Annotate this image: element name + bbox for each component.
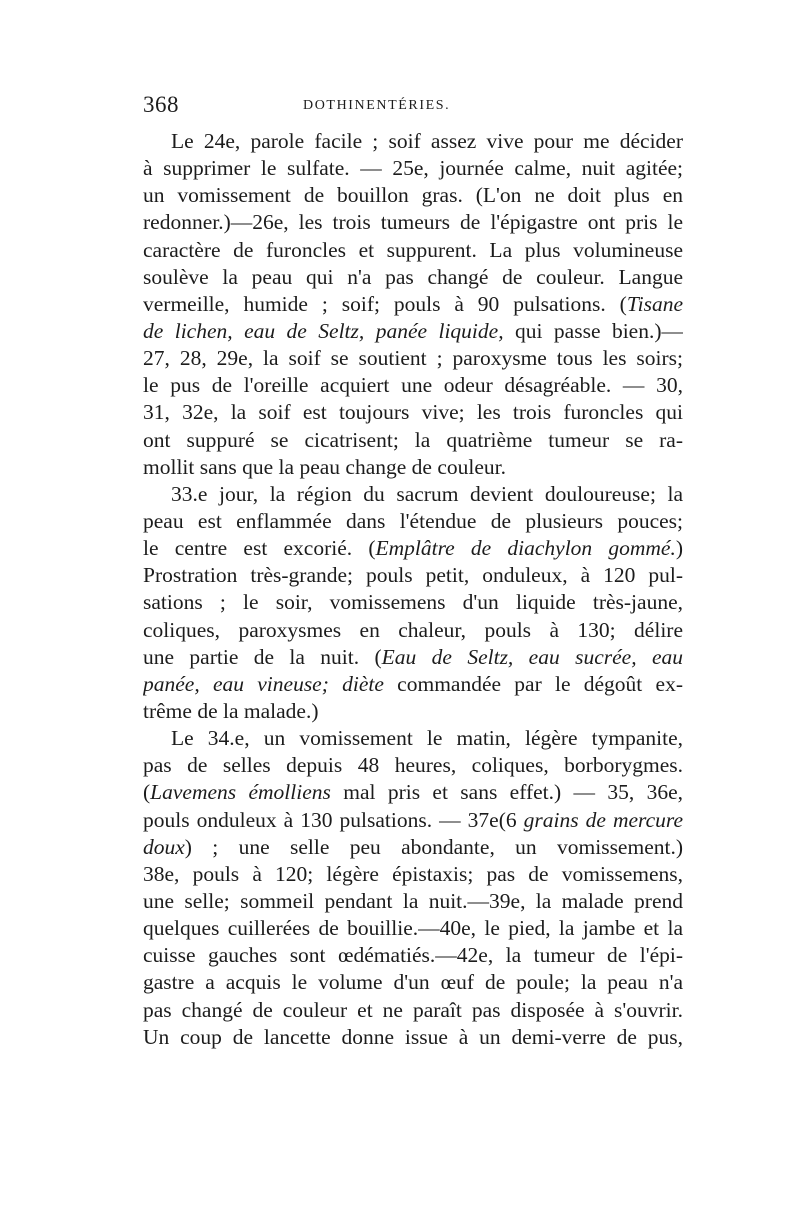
text-run: coliques, paroxysmes en chaleur, pouls à 130; délire — [143, 617, 683, 642]
text-line — [143, 372, 683, 399]
body-text — [143, 128, 683, 1051]
text-run: redonner.)—26e, les trois tumeurs de l'épigastre ont pris le — [143, 210, 683, 235]
text-line — [143, 589, 683, 616]
text-run: à supprimer le sulfate. — 25e, journée calme, nuit agitée; — [143, 156, 683, 181]
text-line — [143, 508, 683, 535]
text-line — [143, 915, 683, 942]
text-run: trême de la malade.) — [143, 698, 319, 723]
text-run: ) — [675, 536, 683, 561]
italic-text: grains de mercure — [523, 807, 683, 832]
text-run: pas de selles depuis 48 heures, coliques, borborygmes. — [143, 753, 683, 778]
text-line — [143, 237, 683, 264]
text-run: 38e, pouls à 120; légère épistaxis; pas de vomissemens, — [143, 861, 683, 886]
italic-text: Lavemens émolliens — [150, 780, 331, 805]
text-line — [143, 698, 683, 725]
text-run: mal pris et sans effet.) — 35, 36e, — [330, 780, 683, 805]
text-run: une selle; sommeil pendant la nuit.—39e, la malade prend — [143, 888, 683, 913]
text-line — [143, 562, 683, 589]
text-run: soulève la peau qui n'a pas changé de couleur. Langue — [143, 264, 683, 289]
text-run: ) ; une selle peu abondante, un vomissement.) — [184, 834, 683, 859]
text-run: mollit sans que la peau change de couleur. — [143, 454, 506, 479]
italic-text: Eau de Seltz, eau sucrée, eau — [381, 644, 683, 669]
text-run: Un coup de lancette donne issue à un demi-verre de pus, — [143, 1024, 683, 1049]
text-line — [143, 644, 683, 671]
text-line — [143, 671, 683, 698]
text-line — [143, 997, 683, 1024]
text-run: Le 34.e, un vomissement le matin, légère tympanite, — [171, 726, 683, 751]
text-run: 31, 32e, la soif est toujours vive; les trois furoncles qui — [143, 400, 683, 425]
text-run: vermeille, humide ; soif; pouls à 90 pulsations. ( — [143, 291, 627, 316]
text-run: sations ; le soir, vomissemens d'un liquide très-jaune, — [143, 590, 683, 615]
italic-text: Tisane — [626, 291, 683, 316]
text-line — [143, 861, 683, 888]
text-run: pas changé de couleur et ne paraît pas disposée à s'ouvrir. — [143, 997, 683, 1022]
text-run: 27, 28, 29e, la soif se soutient ; paroxysme tous les soirs; — [143, 346, 683, 371]
text-line — [143, 427, 683, 454]
text-run: gastre a acquis le volume d'un œuf de poule; la peau n'a — [143, 970, 683, 995]
page-header — [143, 92, 679, 122]
italic-text: panée, eau vineuse; diète — [143, 671, 384, 696]
text-line — [143, 318, 683, 345]
text-run: ( — [143, 780, 151, 805]
text-run: le centre est excorié. ( — [143, 536, 376, 561]
text-run: quelques cuillerées de bouillie.—40e, le pied, la jambe et la — [143, 916, 683, 941]
text-run: un vomissement de bouillon gras. (L'on ne doit plus en — [143, 183, 683, 208]
text-line — [143, 291, 683, 318]
text-run: qui passe bien.)— — [503, 318, 683, 343]
text-run: caractère de furoncles et suppurent. La plus volumineuse — [143, 237, 683, 262]
running-head: DOTHINENTÉRIES. — [303, 98, 451, 113]
italic-text: Emplâtre de diachylon gommé. — [375, 536, 676, 561]
text-line — [143, 209, 683, 236]
text-run: pouls onduleux à 130 pulsations. — 37e(6 — [143, 807, 524, 832]
text-run: ont suppuré se cicatrisent; la quatrième tumeur se ra- — [143, 427, 683, 452]
text-run: commandée par le dégoût ex- — [383, 671, 683, 696]
text-line — [143, 807, 683, 834]
text-run: Prostration très-grande; pouls petit, onduleux, à 120 pul- — [143, 563, 683, 588]
text-run: 33.e jour, la région du sacrum devient douloureuse; la — [171, 481, 683, 506]
text-run: cuisse gauches sont œdématiés.—42e, la tumeur de l'épi- — [143, 943, 683, 968]
text-line — [143, 155, 683, 182]
text-line — [143, 345, 683, 372]
text-line — [143, 888, 683, 915]
text-line — [143, 128, 683, 155]
text-line — [143, 617, 683, 644]
italic-text: de lichen, eau de Seltz, panée liquide, — [143, 318, 504, 343]
text-run: peau est enflammée dans l'étendue de plusieurs pouces; — [143, 508, 683, 533]
text-line — [143, 942, 683, 969]
text-line — [143, 264, 683, 291]
text-line — [143, 535, 683, 562]
text-line — [143, 399, 683, 426]
text-line — [143, 481, 683, 508]
text-line — [143, 969, 683, 996]
text-run: une partie de la nuit. ( — [143, 644, 382, 669]
italic-text: doux — [143, 834, 185, 859]
text-line — [143, 752, 683, 779]
text-run: le pus de l'oreille acquiert une odeur désagréable. — 30, — [143, 373, 683, 398]
page-number: 368 — [143, 92, 179, 117]
text-line — [143, 834, 683, 861]
text-line — [143, 1024, 683, 1051]
text-run: Le 24e, parole facile ; soif assez vive pour me décider — [171, 129, 683, 153]
text-line — [143, 725, 683, 752]
text-line — [143, 454, 683, 481]
text-line — [143, 779, 683, 806]
text-line — [143, 182, 683, 209]
